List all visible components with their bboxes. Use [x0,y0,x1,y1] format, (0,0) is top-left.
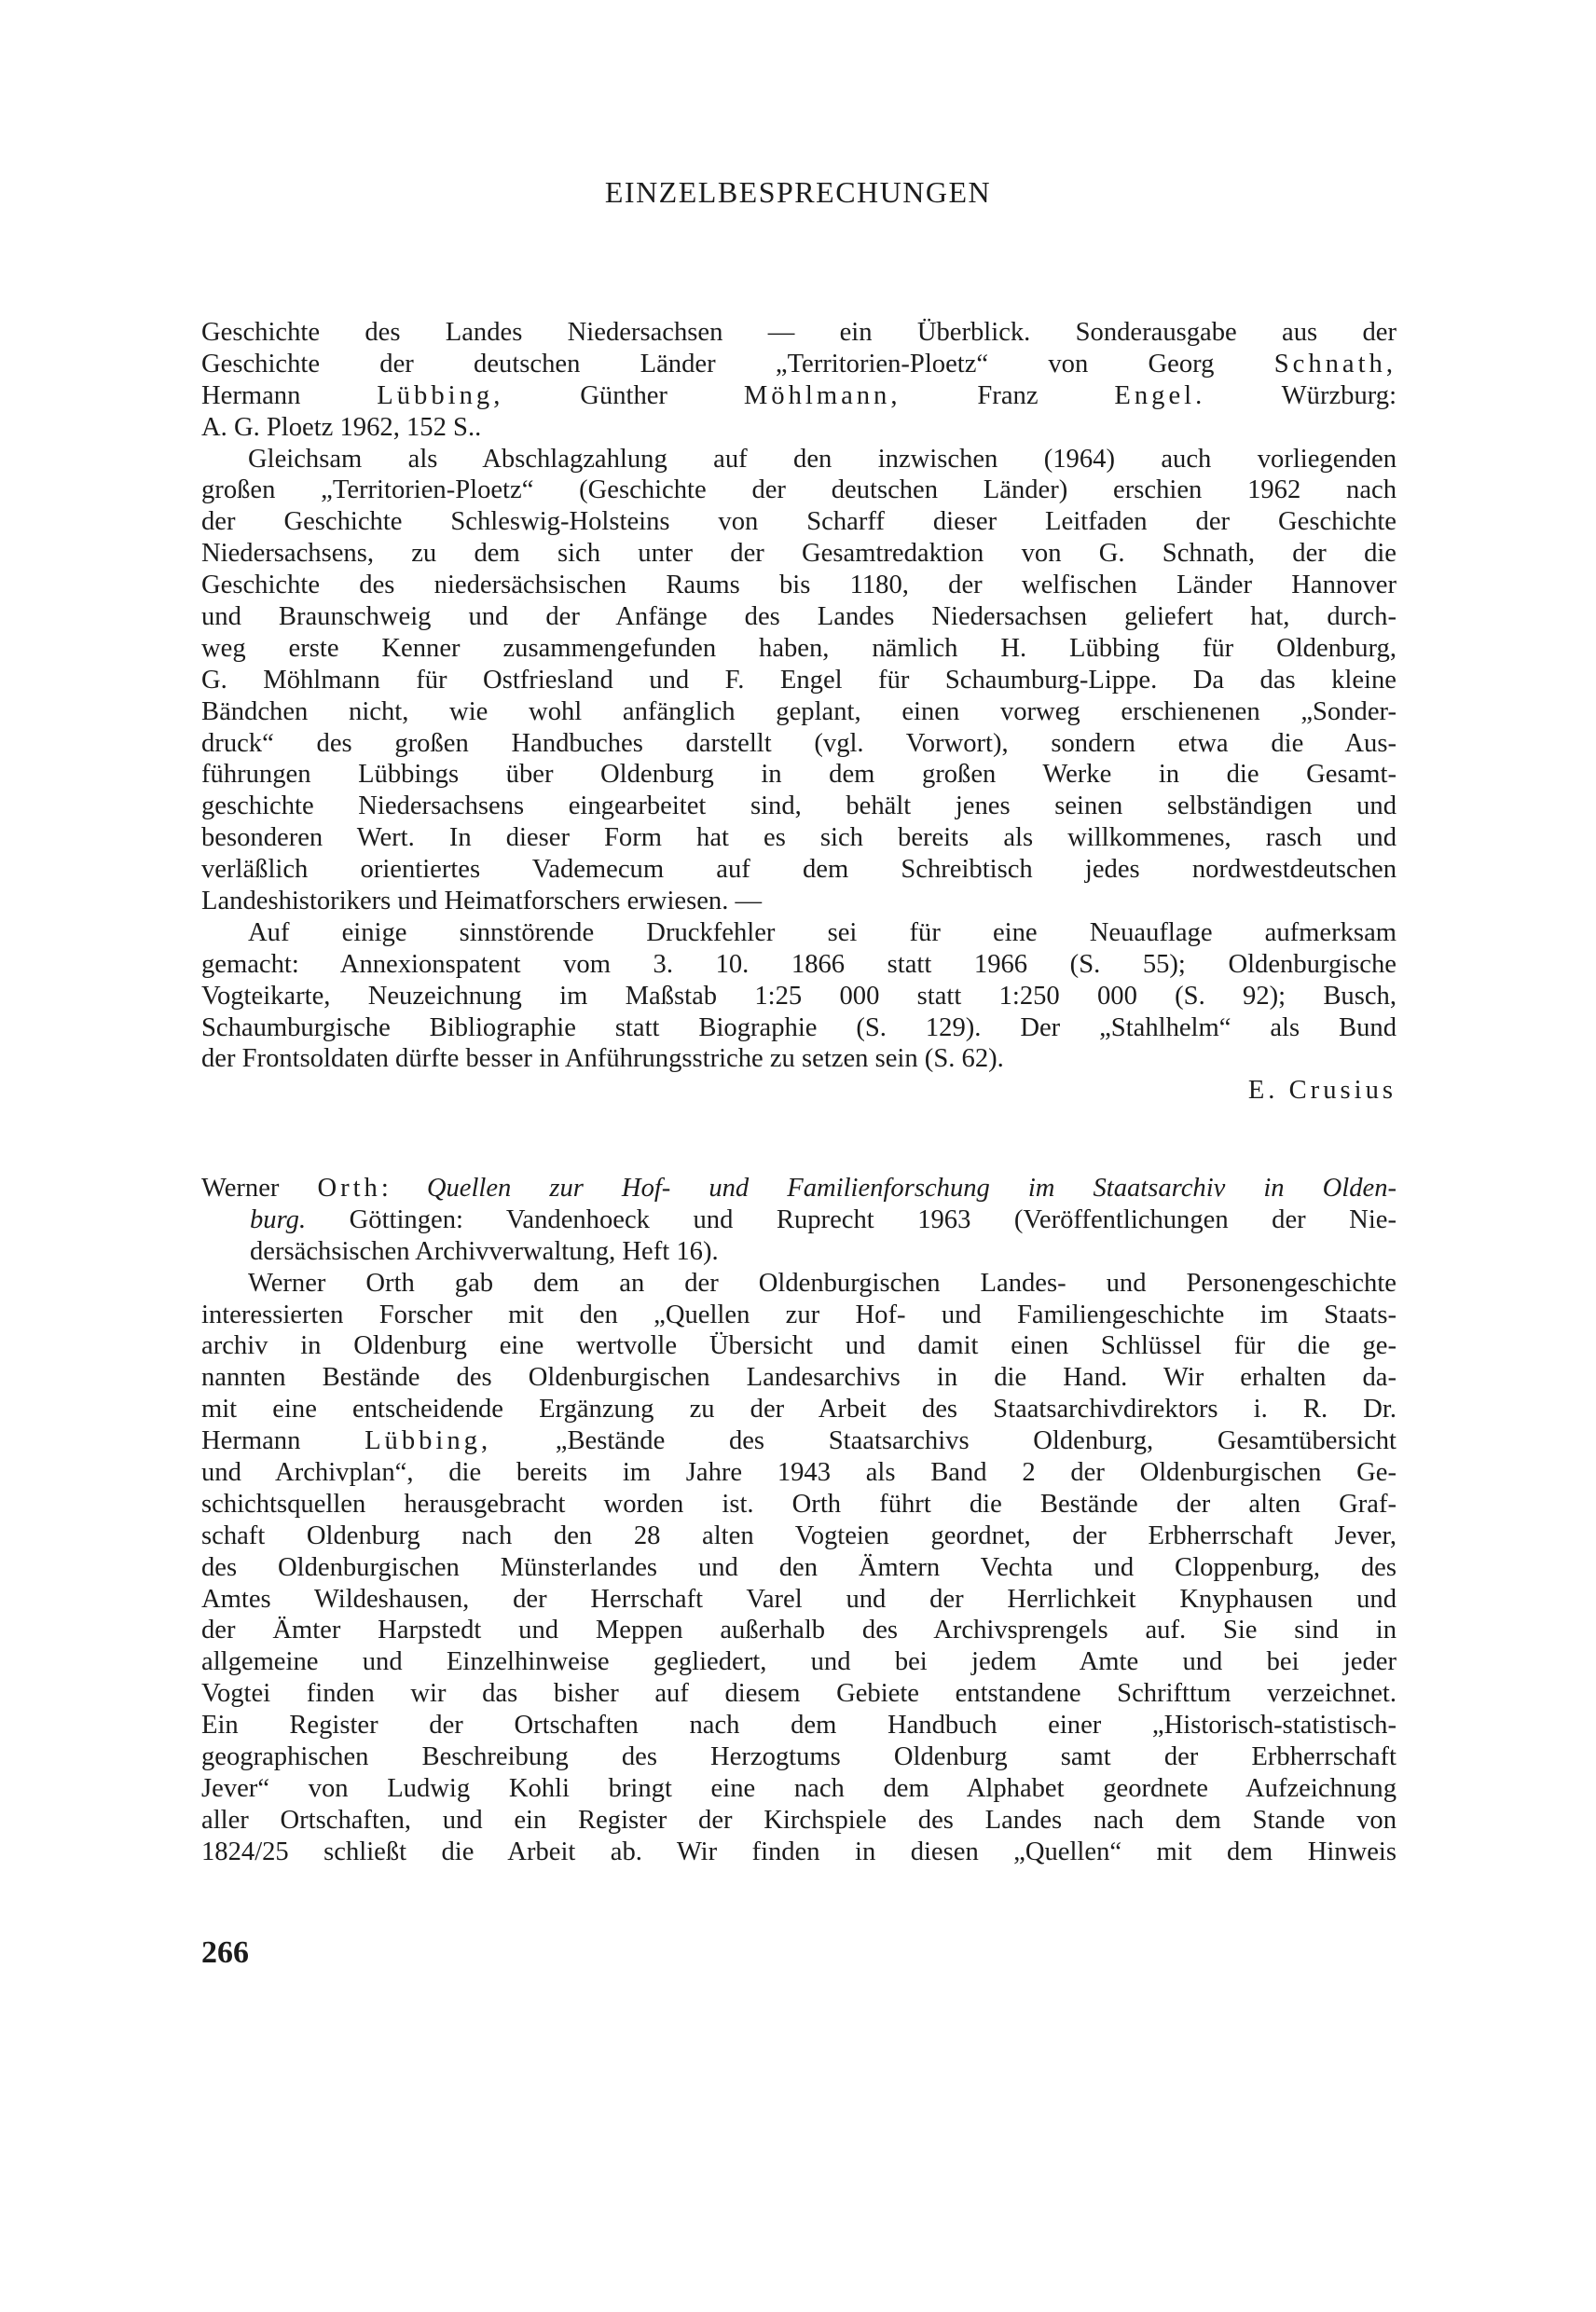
author-name: Schnath, [1273,349,1396,378]
review-schnath [201,317,1396,1107]
running-head: EINZELBESPRECHUNGEN [604,175,992,209]
body-line: der Ämter Harpstedt und Meppen außerhalb des Archivsprengels auf. Sie sind in [201,1616,1396,1645]
page-number: 266 [201,1935,249,1970]
body-line: schaft Oldenburg nach den 28 alten Vogteien geordnet, der Erbherrschaft Jever, [201,1521,1396,1550]
reviewer-signature: E. Crusius [1247,1076,1396,1106]
book-title: burg. [250,1204,307,1234]
body-line: und Archivplan“, die bereits im Jahre 1943 als Band 2 der Oldenburgischen Ge- [201,1458,1396,1488]
body-line: und Braunschweig und der Anfänge des Landes Niedersachsen geliefert hat, durch- [201,602,1396,632]
author-name: Lübbing, [365,1426,492,1456]
body-line: Niedersachsens, zu dem sich unter der Gesamtredaktion von G. Schnath, der die [201,539,1396,569]
body-line: der Frontsoldaten dürfte besser in Anführungsstriche zu setzen sein (S. 62). [201,1044,1004,1074]
body-line: des Oldenburgischen Münsterlandes und den Ämtern Vechta und Cloppenburg, des [201,1552,1396,1582]
citation-line: Werner Orth: Quellen zur Hof- und Familienforschung im Staatsarchiv in Olden- [201,1174,1397,1203]
body-line: archiv in Oldenburg eine wertvolle Übersicht und damit einen Schlüssel für die ge- [201,1331,1396,1361]
body-line: Hermann Lübbing, „Bestände des Staatsarchivs Oldenburg, Gesamtübersicht [201,1426,1396,1456]
citation-line: Hermann Lübbing, Günther Möhlmann, Franz Engel. Würzburg: [201,380,1397,410]
citation-line: Geschichte des Landes Niedersachsen — ein Überblick. Sonderausgabe aus der [201,318,1396,347]
citation-line: A. G. Ploetz 1962, 152 S.. [201,412,482,442]
citation-line: burg. Göttingen: Vandenhoeck und Ruprecht 1963 (Veröffentlichungen der Nie- [250,1204,1396,1234]
body-line: druck“ des großen Handbuches darstellt (vgl. Vorwort), sondern etwa die Aus- [201,728,1396,758]
body-line: Vogtei finden wir das bisher auf diesem Gebiete entstandene Schrifttum verzeichnet. [201,1679,1396,1709]
body-line: weg erste Kenner zusammengefunden haben, nämlich H. Lübbing für Oldenburg, [201,633,1396,663]
body-line: 1824/25 schließt die Arbeit ab. Wir finden in diesen „Quellen“ mit dem Hinweis [201,1837,1396,1866]
body-line: Vogteikarte, Neuzeichnung im Maßstab 1:25 000 statt 1:250 000 (S. 92); Busch, [201,981,1396,1011]
body-line: aller Ortschaften, und ein Register der Kirchspiele des Landes nach dem Stande von [201,1805,1396,1835]
author-name: Lübbing, [377,380,504,410]
body-line: mit eine entscheidende Ergänzung zu der Arbeit des Staatsarchivdirektors i. R. Dr. [201,1395,1396,1424]
body-line: Amtes Wildeshausen, der Herrschaft Varel und der Herrlichkeit Knyphausen und [201,1584,1396,1614]
author-name: Orth [317,1174,381,1203]
author-name: Engel. [1114,380,1206,410]
body-line: Schaumburgische Bibliographie statt Biographie (S. 129). Der „Stahlhelm“ als Bund [201,1012,1396,1042]
citation-line: Geschichte der deutschen Länder „Territorien-Ploetz“ von Georg Schnath, [201,349,1396,378]
body-line: schichtsquellen herausgebracht worden ist. Orth führt die Bestände der alten Graf- [201,1489,1396,1519]
body-line: gemacht: Annexionspatent vom 3. 10. 1866 statt 1966 (S. 55); Oldenburgische [201,949,1396,979]
body-line: Werner Orth gab dem an der Oldenburgischen Landes- und Personengeschichte [248,1268,1396,1298]
body-line: geographischen Beschreibung des Herzogtums Oldenburg samt der Erbherrschaft [201,1742,1396,1772]
body-line: besonderen Wert. In dieser Form hat es sich bereits als willkommenes, rasch und [201,823,1396,853]
citation-line: dersächsischen Archivverwaltung, Heft 16). [250,1236,719,1266]
body-line: Auf einige sinnstörende Druckfehler sei für eine Neuauflage aufmerksam [248,917,1396,947]
body-line: Jever“ von Ludwig Kohli bringt eine nach dem Alphabet geordnete Aufzeichnung [201,1773,1396,1803]
body-line: großen „Territorien-Ploetz“ (Geschichte der deutschen Länder) erschien 1962 nach [201,475,1396,505]
body-line: G. Möhlmann für Ostfriesland und F. Engel für Schaumburg-Lippe. Da das kleine [201,665,1396,695]
body-line: Geschichte des niedersächsischen Raums bis 1180, der welfischen Länder Hannover [201,571,1396,600]
body-line: Bändchen nicht, wie wohl anfänglich geplant, einen vorweg erschienenen „Sonder- [201,696,1396,726]
body-line: geschichte Niedersachsens eingearbeitet sind, behält jenes seinen selbständigen und [201,791,1396,821]
body-line: führungen Lübbings über Oldenburg in dem großen Werke in die Gesamt- [201,760,1396,790]
book-title: Quellen zur Hof- und Familienforschung im Staatsarchiv in Olden- [426,1174,1397,1203]
body-line: allgemeine und Einzelhinweise gegliedert, und bei jedem Amte und bei jeder [201,1647,1396,1677]
body-line: interessierten Forscher mit den „Quellen zur Hof- und Familiengeschichte im Staats- [201,1300,1396,1329]
body-line: Landeshistorikers und Heimatforschers erwiesen. — [201,887,763,916]
body-line: der Geschichte Schleswig-Holsteins von Scharff dieser Leitfaden der Geschichte [201,507,1396,537]
review-orth [201,1173,1396,1868]
body-line: verläßlich orientiertes Vademecum auf dem Schreibtisch jedes nordwestdeutschen [201,855,1396,885]
body-line: nannten Bestände des Oldenburgischen Landesarchivs in die Hand. Wir erhalten da- [201,1363,1396,1393]
author-name: Möhlmann, [743,380,901,410]
body-line: Ein Register der Ortschaften nach dem Handbuch einer „Historisch-statistisch- [201,1711,1396,1741]
body-line: Gleichsam als Abschlagzahlung auf den inzwischen (1964) auch vorliegenden [248,444,1396,474]
